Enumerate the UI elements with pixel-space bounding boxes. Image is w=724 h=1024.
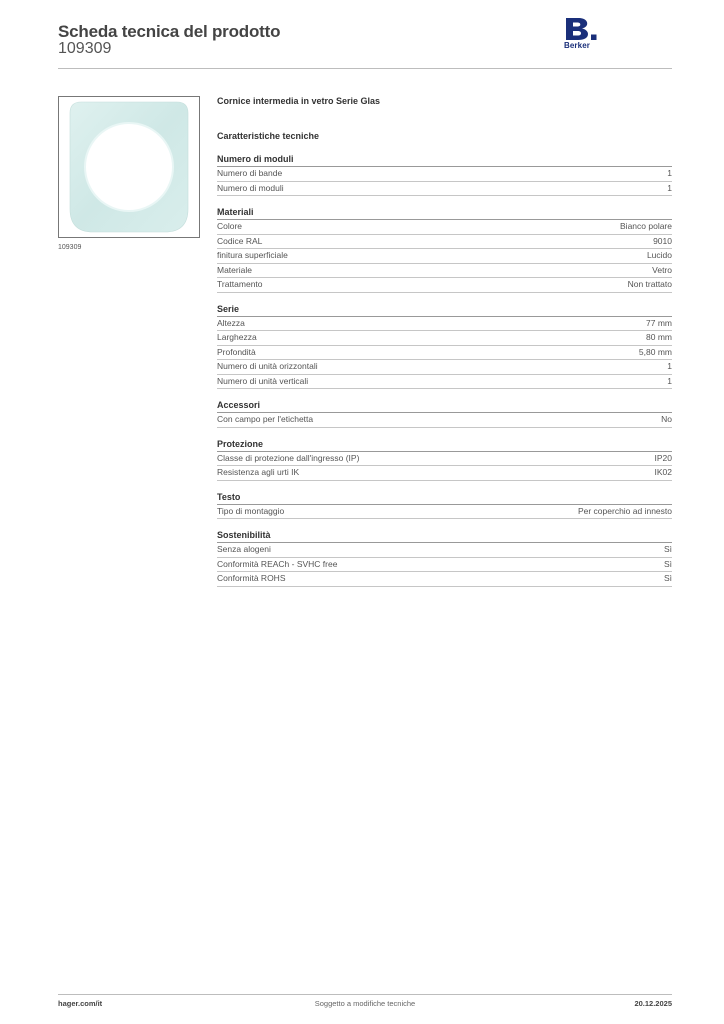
product-image [58, 96, 200, 238]
spec-label: Numero di bande [217, 168, 283, 178]
spec-section-testo [217, 491, 672, 520]
spec-row [217, 375, 672, 390]
spec-label: Materiale [217, 264, 252, 275]
spec-label: Numero di unità orizzontali [217, 361, 318, 371]
footer-date: 20.12.2025 [634, 999, 672, 1008]
product-code: 109309 [58, 40, 112, 57]
spec-row [217, 182, 672, 197]
spec-section-serie [217, 303, 672, 390]
spec-label: Senza alogeni [217, 544, 271, 554]
spec-row [217, 543, 672, 558]
product-name: Cornice intermedia in vetro Serie Glas [217, 96, 381, 106]
spec-value: IP20 [654, 452, 672, 463]
spec-label: Larghezza [217, 332, 257, 342]
page-title: Scheda tecnica del prodotto [58, 22, 281, 41]
spec-label: Classe di protezione dall'ingresso (IP) [217, 452, 360, 463]
spec-value: No [661, 414, 672, 424]
spec-label: Numero di moduli [217, 182, 284, 193]
spec-label: Profondità [217, 346, 256, 357]
berker-b-icon [564, 17, 600, 41]
spec-label: Con campo per l'etichetta [217, 414, 314, 424]
spec-row [217, 331, 672, 346]
spec-content [217, 94, 672, 587]
spec-label: Tipo di montaggio [217, 505, 285, 516]
spec-value: Per coperchio ad innesto [577, 505, 672, 516]
spec-label: Resistenza agli urti IK [217, 467, 300, 477]
spec-label: Numero di unità verticali [217, 375, 309, 386]
spec-row [217, 317, 672, 332]
spec-label: finitura superficiale [217, 250, 288, 260]
spec-label: Codice RAL [217, 235, 263, 246]
spec-value: Sì [663, 558, 672, 569]
spec-row [217, 235, 672, 250]
spec-label: Colore [217, 221, 243, 231]
spec-label: Trattamento [217, 279, 263, 289]
spec-value: 80 mm [646, 332, 672, 342]
spec-value: Lucido [646, 250, 672, 260]
spec-row [217, 264, 672, 279]
image-caption: 109309 [58, 244, 82, 251]
section-title: Accessori [217, 399, 672, 413]
spec-value: 1 [667, 182, 672, 193]
section-title: Serie [217, 303, 672, 317]
spec-section-moduli [217, 153, 672, 196]
spec-label: Conformità REACh - SVHC free [217, 558, 338, 569]
glass-frame-image [59, 97, 199, 237]
section-title: Protezione [217, 438, 672, 452]
spec-row [217, 167, 672, 182]
section-title: Sostenibilità [217, 529, 672, 543]
spec-row [217, 558, 672, 573]
spec-value: Sì [663, 573, 672, 583]
footer-disclaimer: Soggetto a modifiche tecniche [314, 999, 416, 1008]
spec-value: 1 [667, 361, 672, 371]
logo-text: Berker [564, 41, 590, 50]
spec-value: IK02 [654, 467, 672, 477]
spec-section-materiali [217, 206, 672, 293]
spec-label: Altezza [217, 317, 245, 328]
spec-row [217, 505, 672, 520]
spec-row [217, 220, 672, 235]
header-divider [58, 68, 672, 69]
spec-value: Non trattato [627, 279, 672, 289]
spec-row [217, 572, 672, 587]
spec-section-sostenibilita [217, 529, 672, 587]
page-footer [58, 994, 672, 1014]
spec-row [217, 278, 672, 293]
spec-row [217, 413, 672, 428]
footer-divider [58, 994, 672, 995]
spec-section-protezione [217, 438, 672, 481]
spec-value: 1 [667, 375, 672, 386]
section-title: Materiali [217, 206, 672, 220]
spec-section-accessori [217, 399, 672, 428]
spec-row [217, 346, 672, 361]
section-title: Numero di moduli [217, 153, 672, 167]
footer-website: hager.com/it [58, 999, 103, 1008]
spec-value: 77 mm [646, 317, 672, 328]
spec-value: Sì [663, 544, 672, 554]
features-heading: Caratteristiche tecniche [217, 131, 320, 141]
spec-value: 1 [667, 168, 672, 178]
section-title: Testo [217, 491, 672, 505]
spec-row [217, 452, 672, 467]
spec-value: 9010 [653, 235, 672, 246]
spec-row [217, 466, 672, 481]
spec-row [217, 360, 672, 375]
page-header [58, 20, 672, 68]
spec-value: Bianco polare [620, 221, 672, 231]
spec-label: Conformità ROHS [217, 573, 286, 583]
spec-row [217, 249, 672, 264]
berker-logo [564, 17, 600, 57]
spec-value: 5,80 mm [638, 346, 672, 357]
spec-value: Vetro [652, 264, 672, 275]
